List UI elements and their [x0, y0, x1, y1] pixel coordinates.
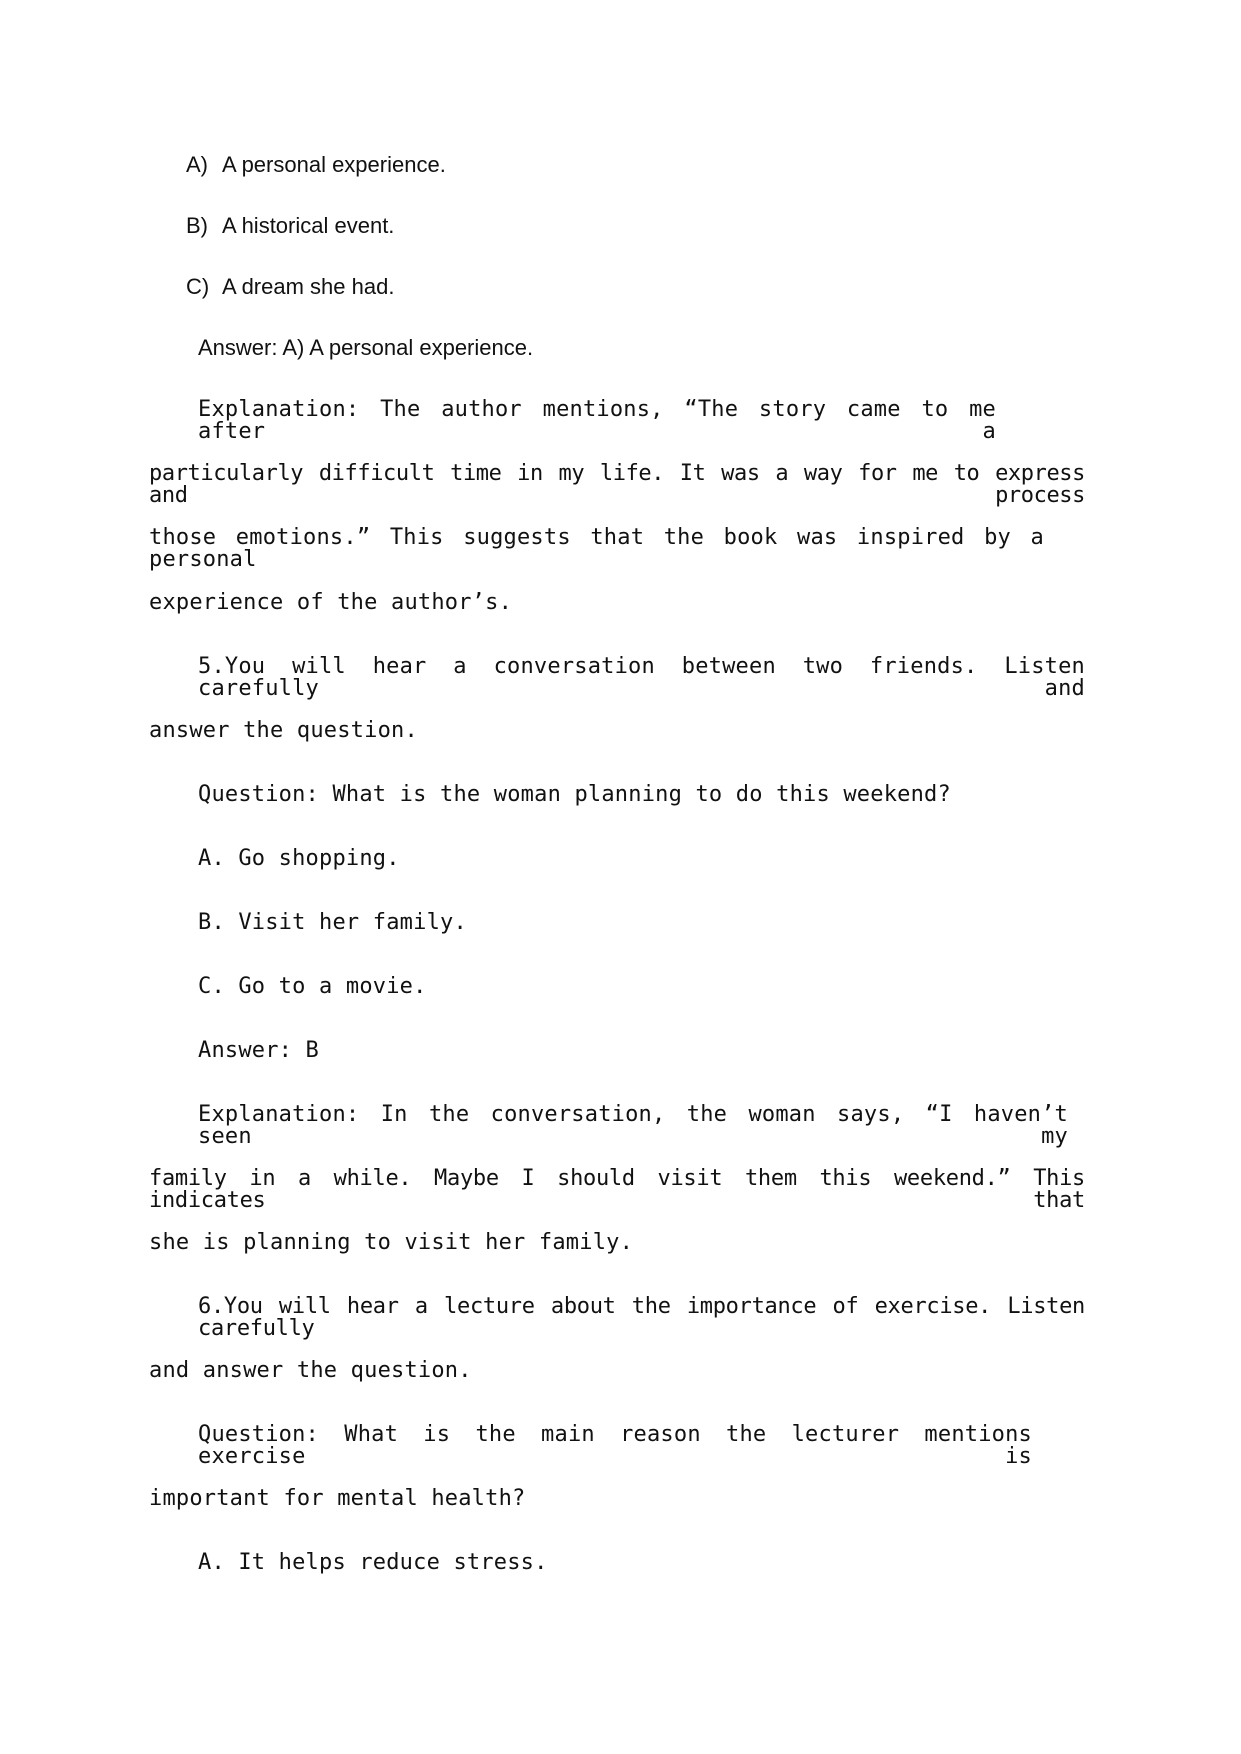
q5-option-b: B. Visit her family.	[198, 910, 467, 935]
q4-explanation-line-1: Explanation: The author mentions, “The story came to me after a	[198, 397, 996, 444]
q4-explanation-line-4: experience of the author’s.	[149, 590, 513, 615]
q6-question-line-1: Question: What is the main reason the lecturer mentions exercise is	[198, 1422, 1032, 1469]
q4-option-c-text: A dream she had.	[222, 274, 395, 299]
q4-option-c	[186, 276, 394, 298]
q4-option-a	[186, 154, 446, 176]
q5-explanation-line-1: Explanation: In the conversation, the woman says, “I haven’t seen my	[198, 1102, 1068, 1149]
q4-option-b-label: B)	[186, 213, 208, 238]
q5-option-c: C. Go to a movie.	[198, 974, 427, 999]
q4-option-a-text: A personal experience.	[222, 152, 446, 177]
q6-question-line-2: important for mental health?	[149, 1486, 526, 1511]
q6-prompt-line-1: 6.You will hear a lecture about the importance of exercise. Listen carefully	[198, 1294, 1085, 1341]
q5-explanation-line-3: she is planning to visit her family.	[149, 1230, 634, 1255]
q6-option-a: A. It helps reduce stress.	[198, 1550, 548, 1575]
q5-option-a: A. Go shopping.	[198, 846, 400, 871]
q5-answer: Answer: B	[198, 1038, 320, 1063]
q5-prompt-line-1: 5.You will hear a conversation between two friends. Listen carefully and	[198, 654, 1085, 701]
q4-option-b	[186, 215, 394, 237]
q4-option-b-text: A historical event.	[222, 213, 395, 238]
q4-answer: Answer: A) A personal experience.	[198, 335, 534, 360]
q5-explanation-line-2: family in a while. Maybe I should visit them this weekend.” This indicates that	[149, 1166, 1085, 1213]
q5-question: Question: What is the woman planning to do this weekend?	[198, 782, 951, 807]
q5-prompt-line-2: answer the question.	[149, 718, 418, 743]
q4-explanation-line-2: particularly difficult time in my life. It was a way for me to express and process	[149, 461, 1085, 508]
q6-prompt-line-2: and answer the question.	[149, 1358, 472, 1383]
q4-explanation-line-3: those emotions.” This suggests that the book was inspired by a personal	[149, 525, 1044, 572]
q4-option-c-label: C)	[186, 274, 210, 299]
q4-option-a-label: A)	[186, 152, 208, 177]
